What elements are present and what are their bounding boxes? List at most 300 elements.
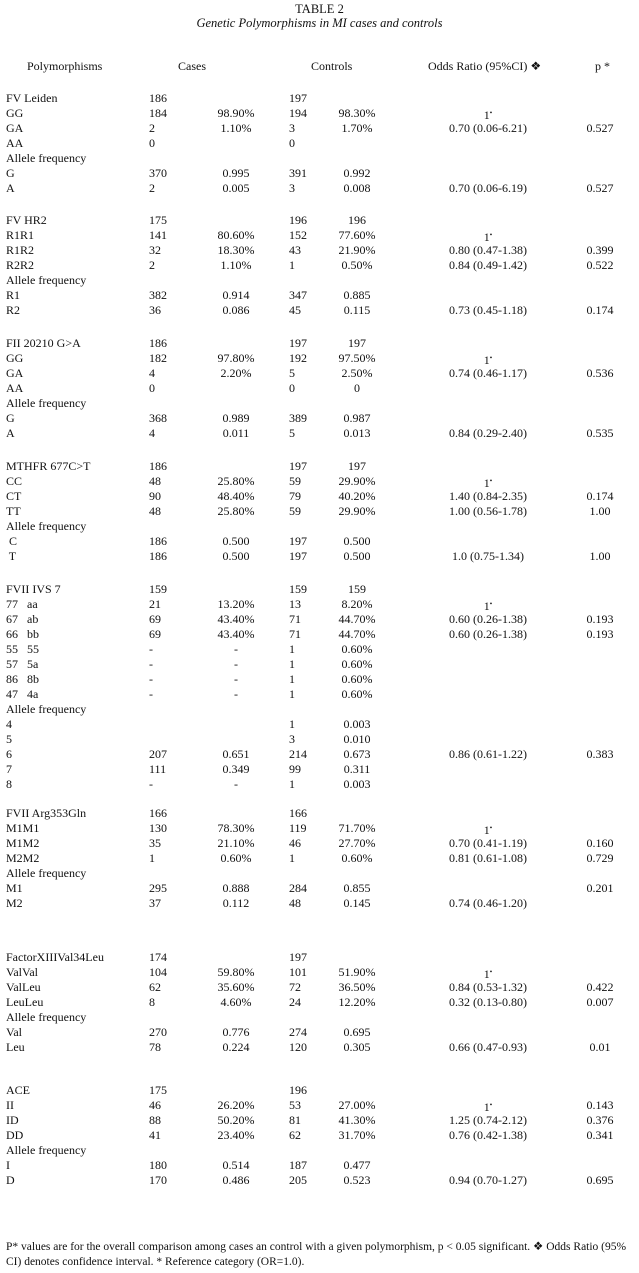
controls-n: 196	[289, 213, 307, 227]
controls-value: 8.20%	[341, 597, 373, 611]
odds-ratio: 0.74 (0.46-1.20)	[449, 896, 527, 910]
row-label: R1	[6, 288, 21, 302]
cases-n: 270	[149, 1025, 167, 1039]
table-row	[0, 597, 639, 611]
cases-value: 0.005	[222, 181, 250, 195]
cases-value: 0.888	[222, 881, 250, 895]
cases-n: 4	[149, 426, 155, 440]
p-value: 0.01	[589, 1040, 611, 1054]
cases-n: 186	[149, 534, 167, 548]
cases-n: 88	[149, 1113, 161, 1127]
cases-value: 43.40%	[217, 627, 255, 641]
controls-value: 0.311	[343, 762, 371, 776]
controls-value: 0.60%	[341, 657, 373, 671]
cases-value: 0.086	[222, 303, 250, 317]
row-label: TT	[6, 504, 21, 518]
table-row	[0, 366, 639, 380]
controls-n: 71	[289, 627, 301, 641]
reference-marker: •	[489, 231, 493, 239]
table-row	[0, 426, 639, 440]
cases-value: 59.80%	[217, 965, 255, 979]
row-label: DD	[6, 1128, 24, 1142]
cases-value: 0.486	[222, 1173, 250, 1187]
table-row	[0, 228, 639, 242]
header-cases: Cases	[178, 59, 206, 73]
controls-n: 101	[289, 965, 307, 979]
cases-n: 48	[149, 474, 161, 488]
controls-n: 5	[289, 366, 295, 380]
cases-n: 186	[149, 91, 167, 105]
p-value: 1.00	[589, 549, 611, 563]
reference-marker: •	[489, 1101, 493, 1109]
row-label: D	[6, 1173, 15, 1187]
cases-value: 0.995	[222, 166, 250, 180]
p-value: 0.695	[586, 1173, 614, 1187]
p-value: 0.143	[586, 1098, 614, 1112]
table-row	[0, 336, 639, 350]
controls-n: 159	[289, 582, 307, 596]
cases-n: 175	[149, 213, 167, 227]
table-row	[0, 612, 639, 626]
controls-value: 27.70%	[338, 836, 376, 850]
odds-ratio: 1.0 (0.75-1.34)	[452, 549, 524, 563]
cases-n: 8	[149, 995, 155, 1009]
controls-n: 197	[289, 950, 307, 964]
controls-n: 1	[289, 672, 295, 686]
controls-n: 24	[289, 995, 301, 1009]
header-controls: Controls	[311, 59, 353, 73]
table-row	[0, 777, 639, 791]
odds-ratio: 0.84 (0.49-1.42)	[449, 258, 527, 272]
row-label: 86 8b	[6, 672, 39, 686]
cases-value: 2.20%	[220, 366, 252, 380]
controls-value: 0.305	[343, 1040, 371, 1054]
odds-ratio: 1•	[483, 599, 493, 613]
controls-n: 59	[289, 504, 301, 518]
table-row	[0, 821, 639, 835]
table-row	[0, 627, 639, 641]
table-row	[0, 534, 639, 548]
row-label: I	[6, 1158, 10, 1172]
cases-value: 0.60%	[220, 851, 252, 865]
cases-value: 0.514	[222, 1158, 250, 1172]
table-row	[0, 136, 639, 150]
cases-n: 0	[149, 136, 155, 150]
cases-value: 1.10%	[220, 121, 252, 135]
p-value: 0.527	[586, 181, 614, 195]
row-label: 7	[6, 762, 12, 776]
table-row	[0, 672, 639, 686]
cases-n: 370	[149, 166, 167, 180]
table-row	[0, 213, 639, 227]
p-value: 0.536	[586, 366, 614, 380]
table-row	[0, 806, 639, 820]
controls-value: 0.008	[343, 181, 371, 195]
odds-ratio: 1•	[483, 967, 493, 981]
cases-value: 13.20%	[217, 597, 255, 611]
cases-value: -	[234, 672, 238, 686]
cases-value: 0.500	[222, 549, 250, 563]
row-label: Allele frequency	[6, 519, 87, 533]
table-row	[0, 995, 639, 1009]
table-row	[0, 166, 639, 180]
cases-value: -	[234, 642, 238, 656]
controls-n: 120	[289, 1040, 307, 1054]
controls-n: 5	[289, 426, 295, 440]
controls-value: 27.00%	[338, 1098, 376, 1112]
cases-n: 141	[149, 228, 167, 242]
controls-value: 0.145	[343, 896, 371, 910]
controls-n: 59	[289, 474, 301, 488]
controls-value: 0.003	[343, 777, 371, 791]
controls-value: 0.013	[343, 426, 371, 440]
controls-n: 3	[289, 121, 295, 135]
controls-value: 0.500	[343, 549, 371, 563]
table-row	[0, 836, 639, 850]
row-label: GA	[6, 366, 24, 380]
cases-n: 111	[149, 762, 167, 776]
cases-value: 26.20%	[217, 1098, 255, 1112]
row-label: Allele frequency	[6, 702, 87, 716]
cases-n: 2	[149, 258, 155, 272]
row-label: 77 aa	[6, 597, 38, 611]
controls-n: 79	[289, 489, 301, 503]
cases-value: -	[234, 687, 238, 701]
controls-n: 391	[289, 166, 307, 180]
row-label: GA	[6, 121, 24, 135]
controls-n: 187	[289, 1158, 307, 1172]
row-label: M2	[6, 896, 23, 910]
controls-n: 347	[289, 288, 307, 302]
table-row	[0, 717, 639, 731]
controls-n: 197	[289, 336, 307, 350]
row-label: 66 bb	[6, 627, 39, 641]
row-label: C	[6, 534, 18, 548]
cases-n: 184	[149, 106, 167, 120]
controls-n: 53	[289, 1098, 301, 1112]
row-label: Leu	[6, 1040, 25, 1054]
row-label: 67 ab	[6, 612, 39, 626]
table-row	[0, 549, 639, 563]
p-value: 0.376	[586, 1113, 614, 1127]
controls-value: 0.60%	[341, 687, 373, 701]
cases-value: 1.10%	[220, 258, 252, 272]
table-row	[0, 303, 639, 317]
controls-value: 196	[348, 213, 366, 227]
controls-n: 196	[289, 1083, 307, 1097]
odds-ratio: 0.74 (0.46-1.17)	[449, 366, 527, 380]
p-value: 0.341	[586, 1128, 614, 1142]
controls-value: 0.010	[343, 732, 371, 746]
controls-value: 197	[348, 336, 366, 350]
row-label: Val	[6, 1025, 22, 1039]
row-label: T	[6, 549, 17, 563]
row-label: 4	[6, 717, 12, 731]
controls-value: 0.695	[343, 1025, 371, 1039]
row-label: M1	[6, 881, 23, 895]
p-value: 0.193	[586, 627, 614, 641]
table-row	[0, 866, 639, 880]
odds-ratio: 0.80 (0.47-1.38)	[449, 243, 527, 257]
controls-n: 389	[289, 411, 307, 425]
controls-value: 0.60%	[341, 672, 373, 686]
cases-value: 0.224	[222, 1040, 250, 1054]
controls-value: 12.20%	[338, 995, 376, 1009]
controls-n: 197	[289, 534, 307, 548]
cases-value: 4.60%	[220, 995, 252, 1009]
cases-value: 0.914	[222, 288, 250, 302]
cases-n: 174	[149, 950, 167, 964]
reference-marker: •	[489, 109, 493, 117]
controls-value: 0.500	[343, 534, 371, 548]
controls-n: 71	[289, 612, 301, 626]
row-label: M2M2	[6, 851, 40, 865]
controls-n: 0	[289, 381, 295, 395]
table-row	[0, 351, 639, 365]
controls-n: 13	[289, 597, 301, 611]
cases-n: 180	[149, 1158, 167, 1172]
reference-marker: •	[489, 477, 493, 485]
controls-value: 31.70%	[338, 1128, 376, 1142]
table-footnote: P* values are for the overall comparison among cases an control with a given polymorphism, p < 0.05 significant. ❖ Odds Ratio (95% CI) denotes confidence interval. * Reference category (OR=1.0).	[6, 1241, 627, 1268]
row-label: 8	[6, 777, 12, 791]
table-subtitle: Genetic Polymorphisms in MI cases and controls	[196, 16, 443, 30]
row-label: ACE	[6, 1083, 30, 1097]
cases-n: 207	[149, 747, 167, 761]
table-row	[0, 489, 639, 503]
header-odds-ratio: Odds Ratio (95%CI) ❖	[428, 59, 542, 73]
row-label: II	[6, 1098, 14, 1112]
controls-n: 43	[289, 243, 301, 257]
row-label: R2	[6, 303, 21, 317]
cases-value: 48.40%	[217, 489, 255, 503]
controls-n: 45	[289, 303, 301, 317]
controls-n: 1	[289, 687, 295, 701]
cases-value: 0.112	[222, 896, 250, 910]
table-row	[0, 151, 639, 165]
odds-ratio: 0.66 (0.47-0.93)	[449, 1040, 527, 1054]
row-label: FII 20210 G>A	[6, 336, 81, 350]
p-value: 0.160	[586, 836, 614, 850]
table-row	[0, 1025, 639, 1039]
cases-value: 0.011	[222, 426, 250, 440]
controls-value: 0.60%	[341, 851, 373, 865]
controls-value: 0.673	[343, 747, 371, 761]
cases-n: 175	[149, 1083, 167, 1097]
table-title: TABLE 2	[295, 2, 344, 16]
row-label: R1R2	[6, 243, 35, 257]
row-label: 55 55	[6, 642, 39, 656]
cases-n: 78	[149, 1040, 161, 1054]
controls-n: 1	[289, 851, 295, 865]
table-row	[0, 747, 639, 761]
cases-n: 186	[149, 459, 167, 473]
controls-value: 41.30%	[338, 1113, 376, 1127]
cases-n: 0	[149, 381, 155, 395]
row-label: AA	[6, 136, 24, 150]
p-value: 0.383	[586, 747, 614, 761]
controls-n: 166	[289, 806, 307, 820]
odds-ratio: 1.25 (0.74-2.12)	[449, 1113, 527, 1127]
cases-n: 104	[149, 965, 167, 979]
table-row	[0, 243, 639, 257]
controls-n: 119	[289, 821, 307, 835]
odds-ratio: 0.81 (0.61-1.08)	[449, 851, 527, 865]
odds-ratio: 1•	[483, 353, 493, 367]
odds-ratio: 1•	[483, 1100, 493, 1114]
controls-value: 0.50%	[341, 258, 373, 272]
controls-value: 0.523	[343, 1173, 371, 1187]
table-row	[0, 1113, 639, 1127]
table-row	[0, 106, 639, 120]
table-row	[0, 288, 639, 302]
controls-n: 1	[289, 777, 295, 791]
cases-value: 18.30%	[217, 243, 255, 257]
table-row	[0, 950, 639, 964]
controls-value: 29.90%	[338, 474, 376, 488]
odds-ratio: 0.86 (0.61-1.22)	[449, 747, 527, 761]
odds-ratio: 0.84 (0.53-1.32)	[449, 980, 527, 994]
row-label: 57 5a	[6, 657, 39, 671]
row-label: 5	[6, 732, 12, 746]
p-value: 0.007	[586, 995, 614, 1009]
cases-n: 32	[149, 243, 161, 257]
table-row	[0, 980, 639, 994]
cases-n: 382	[149, 288, 167, 302]
cases-value: 78.30%	[217, 821, 255, 835]
cases-n: 69	[149, 627, 161, 641]
controls-n: 197	[289, 459, 307, 473]
table-row	[0, 582, 639, 596]
cases-n: 90	[149, 489, 161, 503]
controls-n: 3	[289, 732, 295, 746]
header-polymorphisms: Polymorphisms	[27, 59, 103, 73]
cases-value: -	[234, 777, 238, 791]
cases-value: 23.40%	[217, 1128, 255, 1142]
controls-value: 0.60%	[341, 642, 373, 656]
cases-n: 368	[149, 411, 167, 425]
row-label: Allele frequency	[6, 273, 87, 287]
cases-n: 166	[149, 806, 167, 820]
controls-n: 46	[289, 836, 301, 850]
row-label: Allele frequency	[6, 1143, 87, 1157]
controls-n: 1	[289, 657, 295, 671]
table-row	[0, 702, 639, 716]
controls-value: 0.477	[343, 1158, 371, 1172]
cases-value: 50.20%	[217, 1113, 255, 1127]
table-row	[0, 896, 639, 910]
table-row	[0, 411, 639, 425]
cases-n: 4	[149, 366, 155, 380]
reference-marker: •	[489, 354, 493, 362]
row-label: R1R1	[6, 228, 35, 242]
controls-value: 197	[348, 459, 366, 473]
table-row	[0, 657, 639, 671]
p-value: 0.201	[586, 881, 614, 895]
cases-n: 130	[149, 821, 167, 835]
controls-value: 0.992	[343, 166, 371, 180]
cases-value: 21.10%	[217, 836, 255, 850]
cases-n: 295	[149, 881, 167, 895]
odds-ratio: 0.70 (0.41-1.19)	[449, 836, 527, 850]
odds-ratio: 1.00 (0.56-1.78)	[449, 504, 527, 518]
controls-n: 152	[289, 228, 307, 242]
odds-ratio: 0.32 (0.13-0.80)	[449, 995, 527, 1009]
row-label: G	[6, 166, 15, 180]
cases-n: 62	[149, 980, 161, 994]
row-label: R2R2	[6, 258, 35, 272]
row-label: AA	[6, 381, 24, 395]
table-row	[0, 762, 639, 776]
p-value: 0.729	[586, 851, 614, 865]
cases-n: 21	[149, 597, 161, 611]
cases-value: 0.651	[222, 747, 250, 761]
controls-n: 3	[289, 181, 295, 195]
controls-n: 1	[289, 258, 295, 272]
table-row	[0, 91, 639, 105]
p-value: 0.422	[586, 980, 614, 994]
cases-value: 0.349	[222, 762, 250, 776]
controls-n: 284	[289, 881, 307, 895]
controls-value: 77.60%	[338, 228, 376, 242]
row-label: 47 4a	[6, 687, 39, 701]
cases-n: -	[149, 687, 153, 701]
table-row	[0, 851, 639, 865]
cases-n: -	[149, 657, 153, 671]
controls-value: 29.90%	[338, 504, 376, 518]
odds-ratio: 0.84 (0.29-2.40)	[449, 426, 527, 440]
controls-n: 1	[289, 717, 295, 731]
cases-value: 0.776	[222, 1025, 250, 1039]
cases-value: 25.80%	[217, 504, 255, 518]
reference-marker: •	[489, 968, 493, 976]
table-row	[0, 519, 639, 533]
cases-value: 0.989	[222, 411, 250, 425]
cases-n: 48	[149, 504, 161, 518]
controls-value: 0.003	[343, 717, 371, 731]
row-label: Allele frequency	[6, 866, 87, 880]
controls-n: 197	[289, 91, 307, 105]
row-label: GG	[6, 351, 24, 365]
controls-value: 98.30%	[338, 106, 376, 120]
cases-n: 170	[149, 1173, 167, 1187]
controls-n: 0	[289, 136, 295, 150]
table-row	[0, 273, 639, 287]
row-label: MTHFR 677C>T	[6, 459, 91, 473]
row-label: LeuLeu	[6, 995, 44, 1009]
odds-ratio: 1•	[483, 230, 493, 244]
table-row	[0, 1173, 639, 1187]
cases-n: 186	[149, 549, 167, 563]
cases-n: 36	[149, 303, 161, 317]
controls-n: 192	[289, 351, 307, 365]
row-label: 6	[6, 747, 12, 761]
odds-ratio: 0.94 (0.70-1.27)	[449, 1173, 527, 1187]
controls-value: 51.90%	[338, 965, 376, 979]
odds-ratio: 1.40 (0.84-2.35)	[449, 489, 527, 503]
row-label: FV HR2	[6, 213, 47, 227]
reference-marker: •	[489, 600, 493, 608]
odds-ratio: 0.76 (0.42-1.38)	[449, 1128, 527, 1142]
p-value: 1.00	[589, 504, 611, 518]
row-label: CC	[6, 474, 23, 488]
cases-n: 182	[149, 351, 167, 365]
p-value: 0.527	[586, 121, 614, 135]
controls-n: 1	[289, 642, 295, 656]
table-row	[0, 642, 639, 656]
table-row	[0, 732, 639, 746]
table-row	[0, 474, 639, 488]
